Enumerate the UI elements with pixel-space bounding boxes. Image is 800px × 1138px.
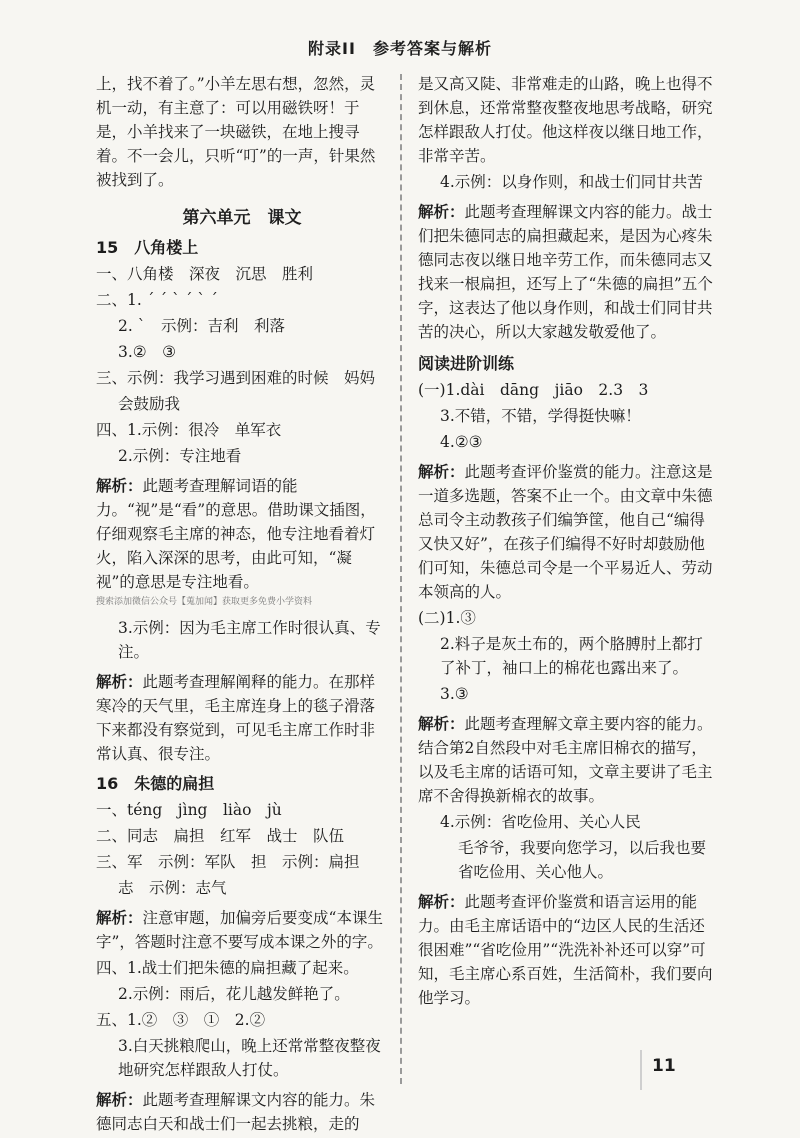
analysis-text: 此题考查理解阐释的能力。在那样寒冷的天气里，毛主席连身上的毯子滑落下来都没有察觉到，可见毛主席工作时非常认真、很专注。 bbox=[96, 673, 376, 763]
reading-section-title: 阅读进阶训练 bbox=[418, 354, 515, 373]
analysis-label: 解析： bbox=[96, 477, 143, 495]
reading-2-q4: 4.示例：省吃俭用、关心人民 bbox=[440, 813, 641, 831]
reading-1-q3: 3.不错，不错，学得挺快嘛！ bbox=[440, 407, 641, 425]
analysis-block bbox=[418, 712, 714, 808]
analysis-block bbox=[418, 460, 714, 604]
analysis-label: 解析： bbox=[418, 715, 465, 733]
reading-2-q1: (二)1.③ bbox=[418, 609, 476, 627]
column-divider bbox=[400, 74, 402, 1084]
l16-q5-1: 五、1.② ③ ① 2.② bbox=[96, 1011, 266, 1029]
l16-q3-line2: 志 示例：志气 bbox=[118, 879, 227, 897]
lesson-15-title: 15 八角楼上 bbox=[96, 238, 199, 257]
l16-q2: 二、同志 扁担 红军 战士 队伍 bbox=[96, 827, 345, 845]
analysis-text: 注意审题，加偏旁后要变成“本课生字”，答题时注意不要写成本课之外的字。 bbox=[96, 909, 383, 951]
unit-title: 第六单元 课文 bbox=[182, 208, 302, 228]
l15-q1: 一、八角楼 深夜 沉思 胜利 bbox=[96, 265, 314, 283]
reading-2-q3: 3.③ bbox=[440, 685, 469, 703]
left-column bbox=[96, 72, 388, 1138]
l16-q5-3: 3.白天挑粮爬山，晚上还常常整夜整夜地研究怎样跟敌人打仗。 bbox=[118, 1037, 381, 1079]
reading-2-q2: 2.料子是灰土布的，两个胳膊肘上都打了补丁，袖口上的棉花也露出来了。 bbox=[440, 635, 703, 677]
analysis-label: 解析： bbox=[418, 203, 465, 221]
intro-paragraph: 上，找不着了。”小羊左思右想，忽然，灵机一动，有主意了：可以用磁铁呀！于是，小羊找来了一块磁铁，在地上搜寻着。不一会儿，只听“叮”的一声，针果然被找到了。 bbox=[96, 75, 376, 189]
l15-q3-line2: 会鼓励我 bbox=[118, 395, 181, 413]
analysis-block bbox=[96, 1088, 388, 1136]
analysis-text: 此题考查理解课文内容的能力。朱德同志白天和战士们一起去挑粮，走的 bbox=[96, 1091, 376, 1133]
l16-q3-line1: 三、军 示例：军队 担 示例：扁担 bbox=[96, 853, 360, 871]
right-column bbox=[418, 72, 714, 1012]
reading-2-q4-answer: 毛爷爷，我要向您学习，以后我也要省吃俭用、关心他人。 bbox=[458, 839, 707, 881]
analysis-block bbox=[96, 670, 388, 766]
analysis-block bbox=[96, 474, 388, 594]
lesson-16-title: 16 朱德的扁担 bbox=[96, 774, 215, 793]
analysis-label: 解析： bbox=[418, 463, 465, 481]
page-number: 11 bbox=[652, 1056, 676, 1076]
l15-q3-line1: 三、示例：我学习遇到困难的时候 妈妈 bbox=[96, 369, 376, 387]
l16-q1: 一、téng jìng liào jù bbox=[96, 801, 282, 819]
l15-q4-3: 3.示例：因为毛主席工作时很认真、专注。 bbox=[118, 619, 381, 661]
analysis-text: 此题考查评价鉴赏和语言运用的能力。由毛主席话语中的“边区人民的生活还很困难”“省吃俭用”“洗洗补补还可以穿”可知，毛主席心系百姓，生活简朴，我们要向他学习。 bbox=[418, 893, 713, 1007]
l16-q5-4: 4.示例：以身作则，和战士们同甘共苦 bbox=[440, 173, 703, 191]
analysis-text: 此题考查理解文章主要内容的能力。结合第2自然段中对毛主席旧棉衣的描写，以及毛主席的话语可知，文章主要讲了毛主席不舍得换新棉衣的故事。 bbox=[418, 715, 713, 805]
page-header: 附录II 参考答案与解析 bbox=[308, 39, 492, 58]
l16-q4-1: 四、1.战士们把朱德的扁担藏了起来。 bbox=[96, 959, 359, 977]
l15-q2-1: 二、1. ˊ ˊ ˋ ˊ ˋ ˊ bbox=[96, 291, 218, 309]
analysis-label: 解析： bbox=[96, 909, 143, 927]
watermark-ad-text: 搜索添加微信公众号【蒐加闻】获取更多免费小学资料 bbox=[96, 597, 313, 607]
continued-paragraph: 是又高又陡、非常难走的山路，晚上也得不到休息，还常常整夜整夜地思考战略，研究怎样跟敌人打仗。他这样夜以继日地工作，非常辛苦。 bbox=[418, 75, 713, 165]
analysis-text: 此题考查评价鉴赏的能力。注意这是一道多选题，答案不止一个。由文章中朱德总司令主动教孩子们编笋筐，他自己“编得又快又好”，在孩子们编得不好时却鼓励他们可知，朱德总司令是一个平易近人、劳动本领高的人。 bbox=[418, 463, 713, 601]
l15-q4-1: 四、1.示例：很冷 单军衣 bbox=[96, 421, 282, 439]
l15-q4-2: 2.示例：专注地看 bbox=[118, 447, 242, 465]
reading-1-q4: 4.②③ bbox=[440, 433, 483, 451]
l15-q2-3: 3.② ③ bbox=[118, 343, 177, 361]
analysis-text: 此题考查理解课文内容的能力。战士们把朱德同志的扁担藏起来，是因为心疼朱德同志夜以继日地辛劳工作，而朱德同志又找来一根扁担，还写上了“朱德的扁担”五个字，这表达了他以身作则，和战士们同甘共苦的决心，所以大家越发敬爱他了。 bbox=[418, 203, 713, 341]
l16-q4-2: 2.示例：雨后，花儿越发鲜艳了。 bbox=[118, 985, 350, 1003]
analysis-block bbox=[418, 890, 714, 1010]
analysis-label: 解析： bbox=[418, 893, 465, 911]
reading-1-q1: (一)1.dài dāng jiāo 2.3 3 bbox=[418, 381, 649, 399]
analysis-text: 此题考查理解词语的能力。“视”是“看”的意思。借助课文插图，仔细观察毛主席的神态，他专注地看着灯火，陷入深深的思考，由此可知，“凝视”的意思是专注地看。 bbox=[96, 477, 376, 591]
analysis-label: 解析： bbox=[96, 1091, 143, 1109]
l15-q2-2: 2. ˋ 示例：吉利 利落 bbox=[118, 317, 285, 335]
analysis-block bbox=[96, 906, 388, 954]
analysis-block bbox=[418, 200, 714, 344]
analysis-label: 解析： bbox=[96, 673, 143, 691]
